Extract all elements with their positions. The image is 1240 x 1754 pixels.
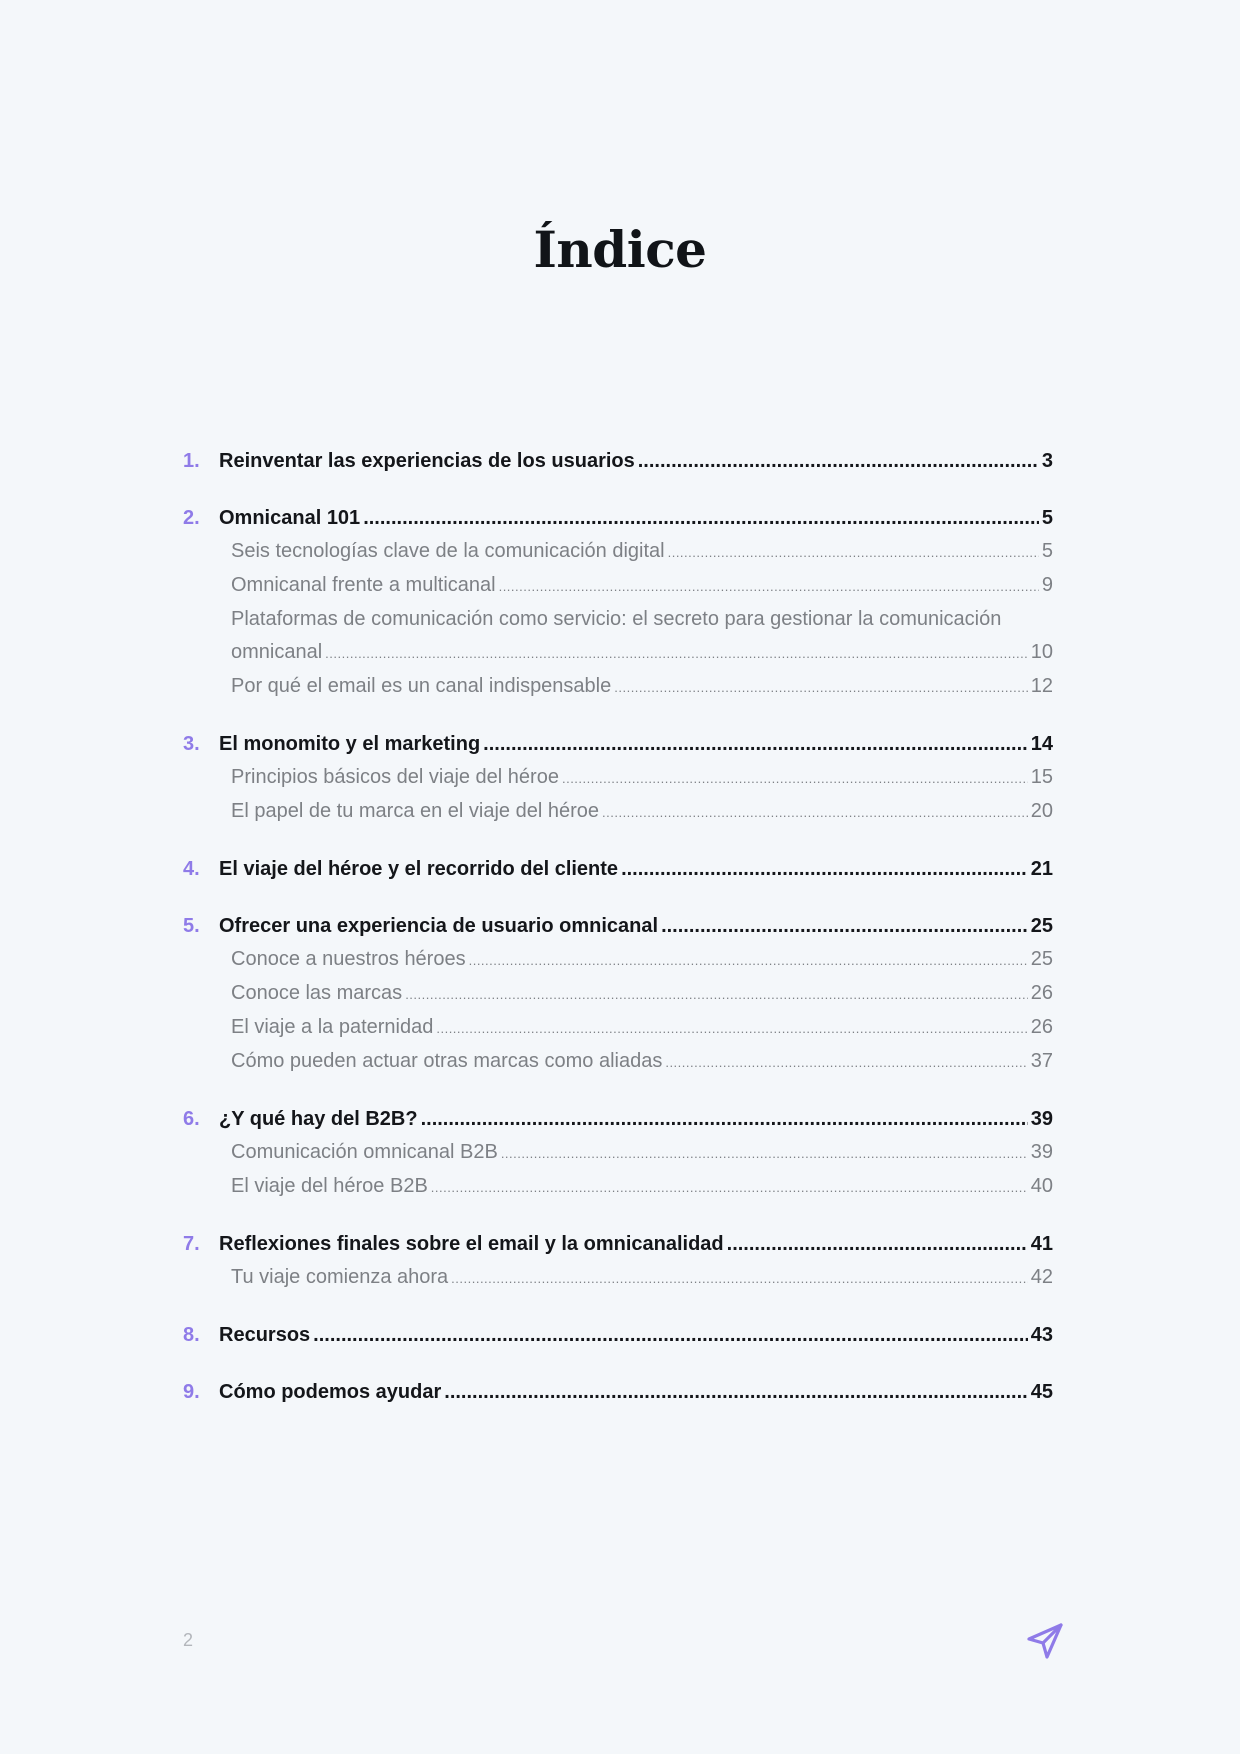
toc-subentry[interactable] [183, 795, 1053, 829]
toc-entry-page: 41 [1030, 1233, 1053, 1255]
toc-entry[interactable] [183, 1228, 1053, 1261]
toc-subentry-title-line1[interactable]: Plataformas de comunicación como servicio: el secreto para gestionar la comunicación [231, 608, 1002, 630]
toc-subentry-page: 10 [1030, 641, 1053, 663]
toc-subentry-title: Comunicación omnicanal B2B [231, 1141, 498, 1163]
toc-subentry-page: 5 [1041, 540, 1053, 562]
toc-entry-title: Ofrecer una experiencia de usuario omnicanal [219, 915, 659, 937]
toc-subentry[interactable] [183, 761, 1053, 795]
dot-leader [431, 1171, 1028, 1204]
toc-subentry[interactable] [183, 1170, 1053, 1204]
toc-entry-number: 1. [183, 450, 200, 472]
toc-section-1 [183, 445, 1053, 478]
toc-entry[interactable] [183, 502, 1053, 535]
toc-subentry-page: 15 [1030, 766, 1053, 788]
footer-page-number: 2 [183, 1630, 194, 1650]
toc-entry-page: 39 [1030, 1108, 1053, 1130]
toc-subentry[interactable] [183, 1011, 1053, 1045]
toc-subentry[interactable] [183, 977, 1053, 1011]
toc-entry-page: 3 [1041, 450, 1053, 472]
toc-entry-title: Omnicanal 101 [219, 507, 361, 529]
toc-subentry-title: omnicanal [231, 641, 323, 663]
dot-leader [614, 671, 1028, 704]
dot-leader [421, 1103, 1028, 1136]
toc-section-5 [183, 910, 1053, 1079]
toc-subentry[interactable] [183, 670, 1053, 704]
toc-subentry-page: 26 [1030, 1016, 1053, 1038]
toc-subentry-page: 37 [1030, 1050, 1053, 1072]
toc-entry[interactable] [183, 910, 1053, 943]
toc-subentry-page: 20 [1030, 800, 1053, 822]
toc-entry[interactable] [183, 1376, 1053, 1409]
toc-section-9 [183, 1376, 1053, 1409]
toc-entry-number: 9. [183, 1381, 200, 1403]
dot-leader [602, 796, 1028, 829]
toc-entry-number: 3. [183, 733, 200, 755]
toc-subentry-title: Conoce las marcas [231, 982, 403, 1004]
dot-leader [325, 637, 1028, 670]
toc-entry-title: El viaje del héroe y el recorrido del cliente [219, 858, 619, 880]
toc-entry-title: ¿Y qué hay del B2B? [219, 1108, 418, 1130]
toc-section-8 [183, 1319, 1053, 1352]
toc-entry-title: Reinventar las experiencias de los usuarios [219, 450, 635, 472]
toc-entry-title: El monomito y el marketing [219, 733, 481, 755]
toc-entry[interactable] [183, 728, 1053, 761]
toc-subentry-title: El viaje a la paternidad [231, 1016, 434, 1038]
toc-subentry-title: Por qué el email es un canal indispensable [231, 675, 612, 697]
toc-subentry-page: 9 [1041, 574, 1053, 596]
toc-entry-title: Reflexiones finales sobre el email y la omnicanalidad [219, 1233, 724, 1255]
dot-leader [313, 1319, 1028, 1352]
toc-entry-page: 25 [1030, 915, 1053, 937]
toc-subentry-title: Tu viaje comienza ahora [231, 1266, 449, 1288]
dot-leader [499, 570, 1039, 603]
toc-entry[interactable] [183, 1103, 1053, 1136]
toc-subentry[interactable] [183, 569, 1053, 603]
toc-subentry-title: El papel de tu marca en el viaje del héroe [231, 800, 600, 822]
dot-leader [469, 944, 1028, 977]
toc-entry-page: 21 [1030, 858, 1053, 880]
dot-leader [436, 1012, 1027, 1045]
dot-leader [661, 910, 1028, 943]
toc-section-6 [183, 1103, 1053, 1204]
toc-subentry[interactable] [183, 1136, 1053, 1170]
toc-section-4 [183, 853, 1053, 886]
toc-entry-page: 5 [1041, 507, 1053, 529]
toc-subentry-title: El viaje del héroe B2B [231, 1175, 428, 1197]
toc-subentry-page: 12 [1030, 675, 1053, 697]
toc-entry[interactable] [183, 445, 1053, 478]
dot-leader [483, 728, 1028, 761]
dot-leader [451, 1262, 1028, 1295]
toc-entry-number: 5. [183, 915, 200, 937]
toc-entry-title: Cómo podemos ayudar [219, 1381, 442, 1403]
dot-leader [665, 1046, 1027, 1079]
dot-leader [444, 1376, 1027, 1409]
dot-leader [668, 536, 1039, 569]
toc-subentry-title: Omnicanal frente a multicanal [231, 574, 496, 596]
toc-subentry-page: 42 [1030, 1266, 1053, 1288]
toc-subentry[interactable] [183, 1261, 1053, 1295]
toc-entry-number: 6. [183, 1108, 200, 1130]
table-of-contents [183, 445, 1053, 1433]
dot-leader [638, 445, 1039, 478]
toc-entry-page: 45 [1030, 1381, 1053, 1403]
toc-entry-page: 14 [1030, 733, 1053, 755]
dot-leader [363, 502, 1039, 535]
dot-leader [405, 978, 1028, 1011]
toc-entry-number: 8. [183, 1324, 200, 1346]
toc-subentry-page: 25 [1030, 948, 1053, 970]
dot-leader [727, 1228, 1028, 1261]
toc-entry-number: 2. [183, 507, 200, 529]
toc-section-3 [183, 728, 1053, 829]
paper-plane-icon [1026, 1622, 1064, 1660]
toc-subentry-page: 39 [1030, 1141, 1053, 1163]
dot-leader [562, 762, 1028, 795]
toc-section-2 [183, 502, 1053, 704]
toc-subentry[interactable] [183, 535, 1053, 569]
toc-subentry-title: Seis tecnologías clave de la comunicación digital [231, 540, 665, 562]
toc-entry[interactable] [183, 853, 1053, 886]
toc-subentry-page: 26 [1030, 982, 1053, 1004]
toc-entry[interactable] [183, 1319, 1053, 1352]
toc-subentry-page: 40 [1030, 1175, 1053, 1197]
toc-subentry[interactable] [183, 943, 1053, 977]
toc-subentry[interactable] [183, 1045, 1053, 1079]
toc-subentry-title: Principios básicos del viaje del héroe [231, 766, 559, 788]
dot-leader [621, 853, 1028, 886]
toc-subentry-title: Cómo pueden actuar otras marcas como aliadas [231, 1050, 663, 1072]
toc-entry-number: 4. [183, 858, 200, 880]
toc-entry-page: 43 [1030, 1324, 1053, 1346]
toc-subentry[interactable] [183, 636, 1053, 670]
toc-section-7 [183, 1228, 1053, 1295]
page-title: Índice [533, 220, 707, 279]
toc-entry-number: 7. [183, 1233, 200, 1255]
dot-leader [501, 1137, 1028, 1170]
toc-subentry-title: Conoce a nuestros héroes [231, 948, 466, 970]
toc-entry-title: Recursos [219, 1324, 311, 1346]
